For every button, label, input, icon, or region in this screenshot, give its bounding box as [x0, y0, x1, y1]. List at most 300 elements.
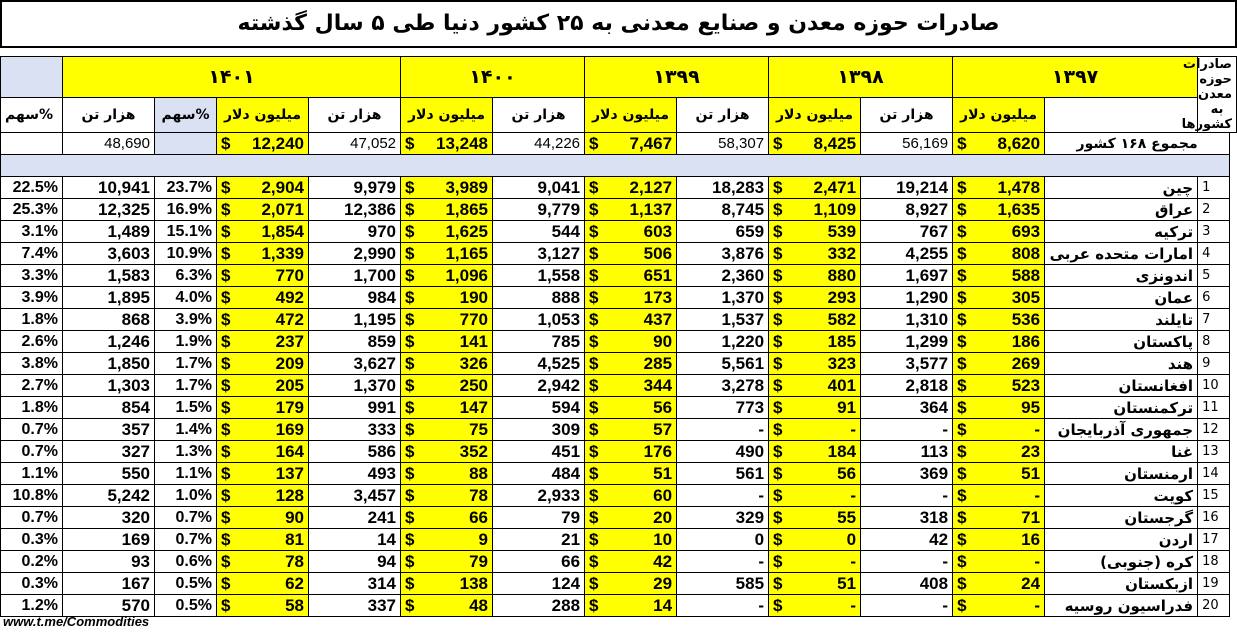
- ton-cell: 167: [63, 573, 155, 595]
- dollar-sign: $: [221, 375, 231, 395]
- total-ton-1399: 44,226: [493, 133, 585, 155]
- ton-cell: 4,255: [861, 243, 953, 265]
- table-row: [1, 507, 1237, 529]
- usd-cell: [585, 375, 677, 397]
- row-index: 17: [1198, 529, 1230, 551]
- usd-cell: [953, 199, 1045, 221]
- ton-cell: 1,310: [861, 309, 953, 331]
- dollar-sign: $: [221, 507, 231, 527]
- usd-cell: [401, 287, 493, 309]
- usd-cell: [769, 177, 861, 199]
- usd-cell: [217, 573, 309, 595]
- ton-cell: 3,627: [309, 353, 401, 375]
- country-cell: کویت: [1045, 485, 1198, 507]
- usd-cell: [217, 353, 309, 375]
- usd-cell: [401, 485, 493, 507]
- dollar-sign: $: [773, 485, 783, 505]
- usd-cell: [585, 397, 677, 419]
- ton-cell: 408: [861, 573, 953, 595]
- usd-cell: [769, 595, 861, 617]
- dollar-sign: $: [405, 507, 415, 527]
- dollar-sign: $: [405, 573, 415, 593]
- ton-cell: 9,979: [309, 177, 401, 199]
- ton-cell: 991: [309, 397, 401, 419]
- country-cell: امارات متحده عربی: [1045, 243, 1198, 265]
- ton-cell: 66: [493, 551, 585, 573]
- footer-link[interactable]: www.t.me/Commodities: [3, 614, 150, 629]
- ton-cell: 12,386: [309, 199, 401, 221]
- share-usd-cell: 0.5%: [155, 595, 217, 617]
- ton-cell: 318: [861, 507, 953, 529]
- usd-value: 90: [285, 507, 304, 527]
- ton-cell: 970: [309, 221, 401, 243]
- usd-cell: [217, 551, 309, 573]
- table-row: [1, 573, 1237, 595]
- usd-cell: [217, 507, 309, 529]
- ton-cell: 1,370: [677, 287, 769, 309]
- dollar-sign: $: [773, 419, 783, 439]
- ton-cell: 1,583: [63, 265, 155, 287]
- table-row: [1, 529, 1237, 551]
- usd-value: 770: [459, 309, 489, 329]
- col-ton-1401: هزار تن: [63, 98, 155, 133]
- ton-cell: 1,195: [309, 309, 401, 331]
- share-usd-cell: 0.5%: [155, 573, 217, 595]
- usd-cell: [401, 221, 493, 243]
- usd-value: 209: [275, 353, 304, 373]
- table-row: [1, 287, 1237, 309]
- dollar-sign: $: [957, 309, 967, 329]
- dollar-sign: $: [957, 595, 967, 615]
- ton-cell: 1,700: [309, 265, 401, 287]
- ton-cell: 337: [309, 595, 401, 617]
- usd-value: 536: [1011, 309, 1041, 329]
- usd-value: 237: [275, 331, 304, 351]
- dollar-sign: $: [405, 397, 415, 417]
- share-ton-cell: 2.7%: [1, 375, 63, 397]
- ton-cell: -: [861, 551, 953, 573]
- dollar-sign: $: [405, 353, 415, 373]
- table-row: [1, 331, 1237, 353]
- dollar-sign: $: [589, 397, 599, 417]
- ton-cell: 1,053: [493, 309, 585, 331]
- dollar-sign: $: [773, 243, 783, 263]
- dollar-sign: $: [405, 199, 415, 219]
- usd-cell: [401, 529, 493, 551]
- year-header-1397: ۱۳۹۷: [953, 57, 1198, 98]
- usd-value: 88: [469, 463, 489, 483]
- dollar-sign: $: [773, 507, 783, 527]
- usd-cell: [217, 463, 309, 485]
- country-cell: هند: [1045, 353, 1198, 375]
- dollar-sign: $: [405, 463, 415, 483]
- dollar-sign: $: [405, 419, 415, 439]
- row-index: 4: [1198, 243, 1230, 265]
- ton-cell: 320: [63, 507, 155, 529]
- usd-cell: [401, 199, 493, 221]
- dollar-sign: $: [773, 199, 783, 219]
- share-usd-cell: 23.7%: [155, 177, 217, 199]
- ton-cell: 659: [677, 221, 769, 243]
- usd-value: 179: [275, 397, 304, 417]
- usd-cell: [401, 353, 493, 375]
- dollar-sign: $: [405, 331, 415, 351]
- usd-cell: [769, 265, 861, 287]
- row-index: 15: [1198, 485, 1230, 507]
- dollar-sign: $: [221, 441, 231, 461]
- usd-value: 582: [827, 309, 857, 329]
- ton-cell: 288: [493, 595, 585, 617]
- usd-cell: [953, 265, 1045, 287]
- ton-cell: 1,220: [677, 331, 769, 353]
- dollar-sign: $: [221, 309, 231, 329]
- ton-cell: 3,127: [493, 243, 585, 265]
- usd-cell: [953, 551, 1045, 573]
- ton-cell: 8,745: [677, 199, 769, 221]
- country-cell: غنا: [1045, 441, 1198, 463]
- share-ton-cell: 0.7%: [1, 507, 63, 529]
- year-header-1400: ۱۴۰۰: [401, 57, 585, 98]
- usd-cell: [585, 309, 677, 331]
- usd-cell: [217, 265, 309, 287]
- usd-value: 51: [653, 463, 673, 483]
- dollar-sign: $: [957, 441, 967, 461]
- dollar-sign: $: [957, 573, 967, 593]
- usd-value: 506: [643, 243, 673, 263]
- dollar-sign: $: [589, 573, 599, 593]
- usd-value: 693: [1011, 221, 1041, 241]
- dollar-sign: $: [405, 485, 415, 505]
- usd-value: -: [1034, 419, 1041, 439]
- dollar-sign: $: [957, 243, 967, 263]
- ton-cell: 1,299: [861, 331, 953, 353]
- ton-cell: 3,577: [861, 353, 953, 375]
- share-usd-cell: 4.0%: [155, 287, 217, 309]
- usd-cell: [585, 463, 677, 485]
- usd-cell: [217, 485, 309, 507]
- usd-cell: [585, 441, 677, 463]
- usd-cell: [401, 441, 493, 463]
- dollar-sign: $: [773, 595, 783, 615]
- usd-value: 1,165: [445, 243, 489, 263]
- dollar-sign: $: [773, 177, 783, 197]
- usd-value: 55: [837, 507, 857, 527]
- usd-cell: [769, 463, 861, 485]
- dollar-sign: $: [773, 375, 783, 395]
- ton-cell: 2,360: [677, 265, 769, 287]
- usd-cell: [953, 221, 1045, 243]
- usd-value: 147: [459, 397, 489, 417]
- ton-cell: 3,278: [677, 375, 769, 397]
- share-usd-cell: 15.1%: [155, 221, 217, 243]
- usd-cell: [953, 419, 1045, 441]
- usd-value: 62: [285, 573, 304, 593]
- dollar-sign: $: [957, 419, 967, 439]
- row-index: 18: [1198, 551, 1230, 573]
- total-usd-1401: $ 12,240: [217, 133, 309, 155]
- usd-value: 173: [643, 287, 673, 307]
- share-ton-cell: 1.8%: [1, 309, 63, 331]
- ton-cell: 3,603: [63, 243, 155, 265]
- ton-cell: 3,876: [677, 243, 769, 265]
- dollar-sign: $: [957, 265, 967, 285]
- usd-cell: [769, 397, 861, 419]
- ton-cell: 594: [493, 397, 585, 419]
- usd-cell: [217, 177, 309, 199]
- usd-cell: [769, 573, 861, 595]
- country-cell: عراق: [1045, 199, 1198, 221]
- ton-cell: 1,246: [63, 331, 155, 353]
- dollar-sign: $: [957, 507, 967, 527]
- usd-cell: [401, 177, 493, 199]
- ton-cell: 357: [63, 419, 155, 441]
- total-ton-1398: 58,307: [677, 133, 769, 155]
- usd-value: 16: [1021, 529, 1041, 549]
- dollar-sign: $: [405, 375, 415, 395]
- year-header-1401: ۱۴۰۱: [63, 57, 401, 98]
- country-cell: اردن: [1045, 529, 1198, 551]
- table-row: [1, 485, 1237, 507]
- usd-cell: [953, 353, 1045, 375]
- dollar-sign: $: [773, 265, 783, 285]
- dollar-sign: $: [221, 419, 231, 439]
- table-row: [1, 441, 1237, 463]
- ton-cell: 854: [63, 397, 155, 419]
- total-usd-1398: $ 8,425: [769, 133, 861, 155]
- usd-cell: [953, 595, 1045, 617]
- usd-cell: [769, 331, 861, 353]
- dollar-sign: $: [957, 331, 967, 351]
- spacer-row: [1, 155, 1230, 177]
- usd-cell: [217, 375, 309, 397]
- table-row: [1, 595, 1237, 617]
- country-cell: ترکیه: [1045, 221, 1198, 243]
- country-cell: جمهوری آذربایجان: [1045, 419, 1198, 441]
- total-share-ton: [1, 133, 63, 155]
- usd-cell: [953, 309, 1045, 331]
- share-usd-cell: 0.6%: [155, 551, 217, 573]
- ton-cell: 585: [677, 573, 769, 595]
- usd-value: 437: [643, 309, 673, 329]
- dollar-sign: $: [221, 265, 231, 285]
- ton-cell: 10,941: [63, 177, 155, 199]
- usd-value: 20: [653, 507, 673, 527]
- usd-value: 352: [459, 441, 489, 461]
- dollar-sign: $: [589, 177, 599, 197]
- ton-cell: 859: [309, 331, 401, 353]
- usd-cell: [953, 529, 1045, 551]
- dollar-sign: $: [773, 529, 783, 549]
- ton-cell: 79: [493, 507, 585, 529]
- dollar-sign: $: [589, 463, 599, 483]
- share-usd-cell: 1.4%: [155, 419, 217, 441]
- ton-cell: 2,990: [309, 243, 401, 265]
- dollar-sign: $: [957, 287, 967, 307]
- usd-cell: [769, 419, 861, 441]
- corner-cell: [1, 57, 63, 98]
- usd-value: 269: [1011, 353, 1041, 373]
- ton-cell: 451: [493, 441, 585, 463]
- usd-cell: [953, 507, 1045, 529]
- ton-cell: 984: [309, 287, 401, 309]
- usd-value: 42: [653, 551, 673, 571]
- ton-cell: 484: [493, 463, 585, 485]
- corner-label: صادرات حوزه معدن به کشورها: [1198, 57, 1237, 133]
- usd-cell: [953, 243, 1045, 265]
- usd-cell: [769, 507, 861, 529]
- dollar-sign: $: [405, 441, 415, 461]
- country-cell: تایلند: [1045, 309, 1198, 331]
- col-ton-1399: هزار تن: [493, 98, 585, 133]
- share-ton-cell: 1.2%: [1, 595, 63, 617]
- dollar-sign: $: [589, 375, 599, 395]
- share-ton-cell: 1.1%: [1, 463, 63, 485]
- usd-value: -: [850, 595, 857, 615]
- share-usd-cell: 6.3%: [155, 265, 217, 287]
- share-ton-cell: 0.2%: [1, 551, 63, 573]
- share-usd-cell: 3.9%: [155, 309, 217, 331]
- dollar-sign: $: [221, 287, 231, 307]
- dollar-sign: $: [405, 529, 415, 549]
- ton-cell: 868: [63, 309, 155, 331]
- row-index: 9: [1198, 353, 1230, 375]
- ton-cell: 1,370: [309, 375, 401, 397]
- usd-cell: [217, 243, 309, 265]
- country-cell: کره (جنوبی): [1045, 551, 1198, 573]
- row-index: 2: [1198, 199, 1230, 221]
- usd-value: 9: [478, 529, 489, 549]
- usd-cell: [217, 221, 309, 243]
- dollar-sign: $: [589, 331, 599, 351]
- usd-value: 75: [469, 419, 489, 439]
- country-cell: فدراسیون روسیه: [1045, 595, 1198, 617]
- usd-value: -: [1034, 551, 1041, 571]
- ton-cell: 364: [861, 397, 953, 419]
- total-ton-1397: 56,169: [861, 133, 953, 155]
- usd-value: 78: [469, 485, 489, 505]
- share-ton-cell: 25.3%: [1, 199, 63, 221]
- row-index: 1: [1198, 177, 1230, 199]
- usd-value: 78: [285, 551, 304, 571]
- usd-value: 186: [1011, 331, 1041, 351]
- usd-value: 472: [275, 309, 304, 329]
- table-row: [1, 551, 1237, 573]
- ton-cell: 94: [309, 551, 401, 573]
- usd-value: 326: [459, 353, 489, 373]
- usd-value: 48: [469, 595, 489, 615]
- row-index: 3: [1198, 221, 1230, 243]
- usd-cell: [953, 463, 1045, 485]
- dollar-sign: $: [221, 199, 231, 219]
- usd-value: 293: [827, 287, 857, 307]
- dollar-sign: $: [405, 595, 415, 615]
- usd-value: 90: [653, 331, 673, 351]
- ton-cell: -: [861, 595, 953, 617]
- ton-cell: 42: [861, 529, 953, 551]
- country-cell: ارمنستان: [1045, 463, 1198, 485]
- row-index: 14: [1198, 463, 1230, 485]
- share-ton-cell: 2.6%: [1, 331, 63, 353]
- usd-cell: [585, 221, 677, 243]
- dollar-sign: $: [589, 595, 599, 615]
- ton-cell: 2,942: [493, 375, 585, 397]
- country-cell: عمان: [1045, 287, 1198, 309]
- ton-cell: 9,779: [493, 199, 585, 221]
- usd-cell: [953, 397, 1045, 419]
- year-header-1399: ۱۳۹۹: [585, 57, 769, 98]
- usd-cell: [401, 463, 493, 485]
- ton-cell: -: [677, 595, 769, 617]
- usd-cell: [585, 573, 677, 595]
- share-ton-cell: 3.9%: [1, 287, 63, 309]
- usd-value: 401: [827, 375, 857, 395]
- row-index: 20: [1198, 595, 1230, 617]
- dollar-sign: $: [773, 551, 783, 571]
- usd-cell: [217, 441, 309, 463]
- total-label: مجموع ۱۶۸ کشور: [1045, 133, 1230, 155]
- share-ton-cell: 10.8%: [1, 485, 63, 507]
- row-index: 11: [1198, 397, 1230, 419]
- usd-cell: [769, 199, 861, 221]
- usd-value: 14: [653, 595, 673, 615]
- usd-cell: [217, 331, 309, 353]
- row-index: 5: [1198, 265, 1230, 287]
- ton-cell: 18,283: [677, 177, 769, 199]
- dollar-sign: $: [405, 551, 415, 571]
- usd-cell: [585, 177, 677, 199]
- share-ton-cell: 0.7%: [1, 419, 63, 441]
- share-usd-cell: 1.7%: [155, 353, 217, 375]
- ton-cell: -: [677, 551, 769, 573]
- usd-value: 205: [275, 375, 304, 395]
- ton-cell: 586: [309, 441, 401, 463]
- dollar-sign: $: [221, 177, 231, 197]
- ton-cell: -: [677, 419, 769, 441]
- usd-cell: [585, 529, 677, 551]
- usd-value: 808: [1011, 243, 1041, 263]
- usd-cell: [401, 331, 493, 353]
- usd-cell: [769, 441, 861, 463]
- share-ton-cell: 3.3%: [1, 265, 63, 287]
- share-usd-cell: 10.9%: [155, 243, 217, 265]
- col-usd-1401: میلیون دلار: [217, 98, 309, 133]
- usd-cell: [585, 595, 677, 617]
- ton-cell: -: [861, 419, 953, 441]
- dollar-sign: $: [221, 595, 231, 615]
- usd-cell: [769, 529, 861, 551]
- country-cell: ازبکستان: [1045, 573, 1198, 595]
- usd-cell: [401, 595, 493, 617]
- usd-cell: [769, 309, 861, 331]
- usd-cell: [953, 485, 1045, 507]
- usd-value: 323: [827, 353, 857, 373]
- usd-value: 56: [837, 463, 857, 483]
- usd-value: 23: [1021, 441, 1041, 461]
- table-row: [1, 177, 1237, 199]
- ton-cell: 1,303: [63, 375, 155, 397]
- dollar-sign: $: [957, 485, 967, 505]
- usd-value: 81: [285, 529, 304, 549]
- total-usd-1400: $ 13,248: [401, 133, 493, 155]
- dollar-sign: $: [773, 331, 783, 351]
- ton-cell: 570: [63, 595, 155, 617]
- usd-cell: [401, 397, 493, 419]
- export-table: [0, 56, 1237, 617]
- usd-cell: [953, 331, 1045, 353]
- usd-value: 56: [653, 397, 673, 417]
- ton-cell: -: [677, 485, 769, 507]
- dollar-sign: $: [957, 397, 967, 417]
